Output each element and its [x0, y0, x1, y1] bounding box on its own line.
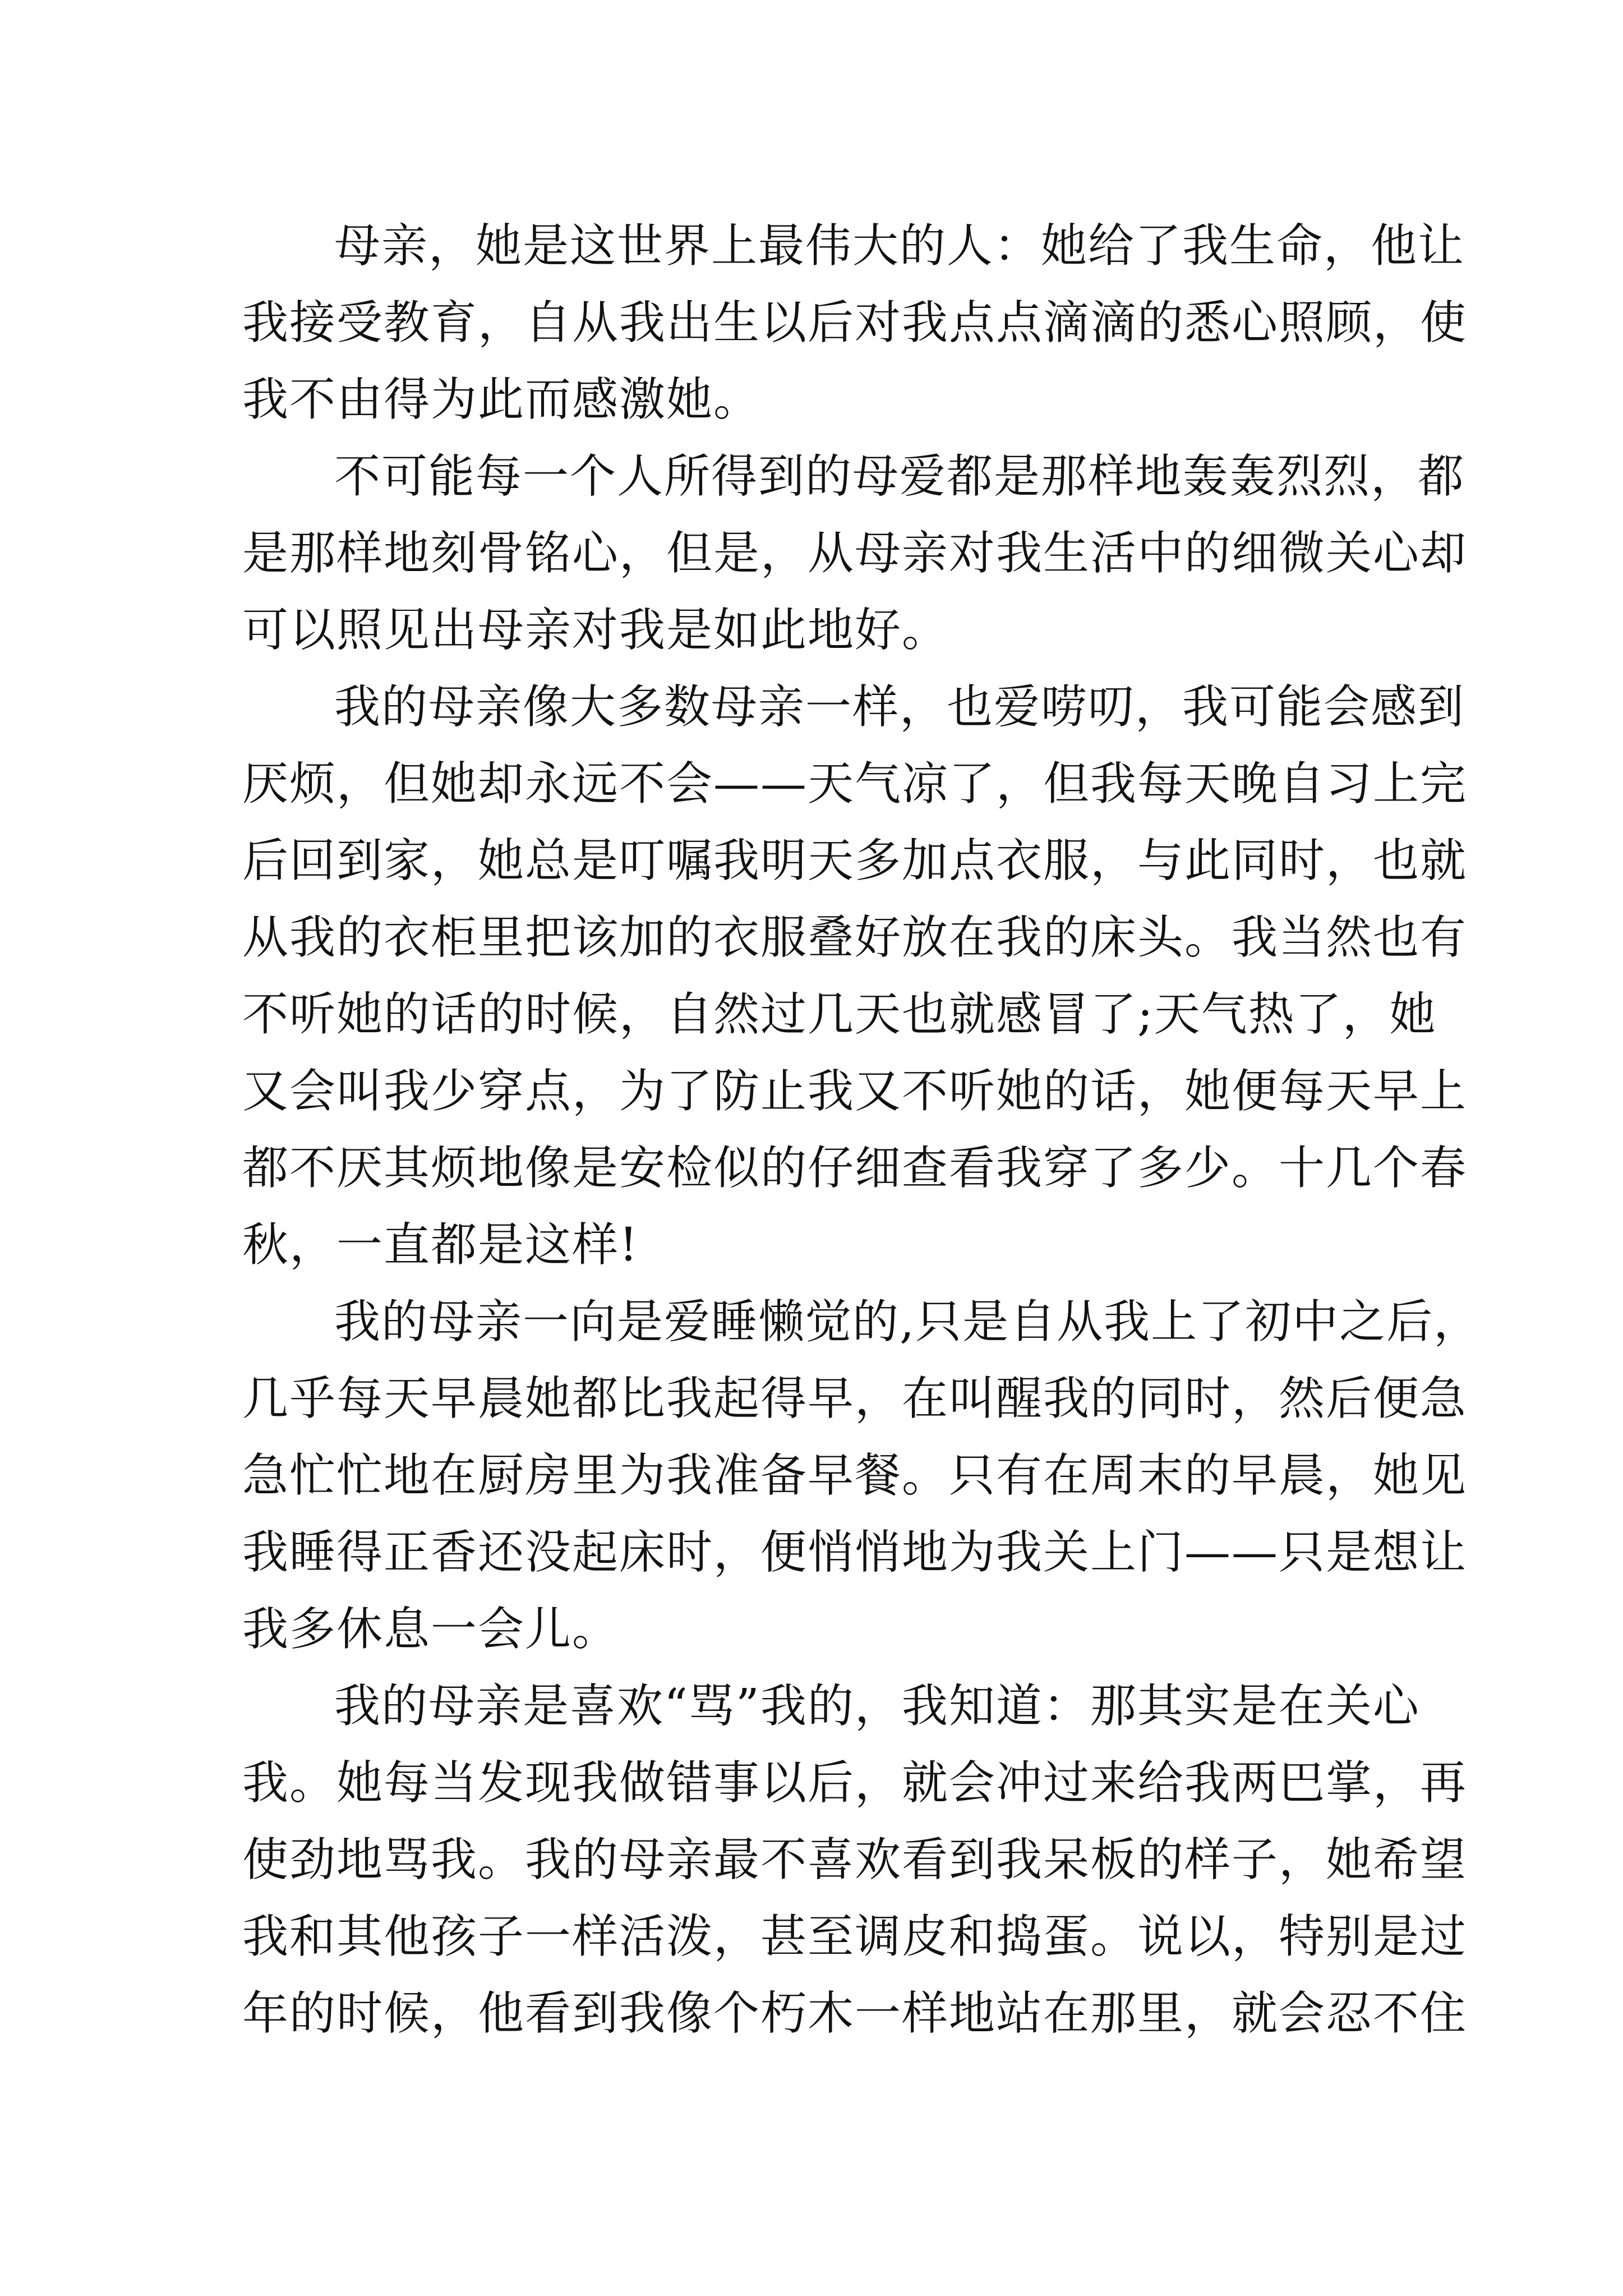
paragraph-5-line-3: 使劲地骂我。我的母亲最不喜欢看到我呆板的样子，她希望: [242, 1833, 1468, 1887]
paragraph-1-line-3: 我不由得为此而感激她。: [242, 373, 761, 426]
paragraph-2-line-1: 不可能每一个人所得到的母爱都是那样地轰轰烈烈，都: [334, 450, 1465, 503]
paragraph-1-line-2: 我接受教育，自从我出生以后对我点点滴滴的悉心照顾，使: [242, 296, 1468, 349]
paragraph-4-line-4: 我睡得正香还没起床时，便悄悄地为我关上门——只是想让: [242, 1526, 1468, 1579]
paragraph-4-line-3: 急忙忙地在厨房里为我准备早餐。只有在周末的早晨，她见: [242, 1449, 1468, 1502]
paragraph-4-line-5: 我多休息一会儿。: [242, 1603, 620, 1656]
paragraph-3-line-8: 秋，一直都是这样!: [242, 1218, 639, 1272]
paragraph-5-line-2: 我。她每当发现我做错事以后，就会冲过来给我两巴掌，再: [242, 1756, 1468, 1810]
paragraph-2-line-3: 可以照见出母亲对我是如此地好。: [242, 604, 949, 657]
paragraph-3-line-5: 不听她的话的时候，自然过几天也就感冒了;天气热了，她: [242, 988, 1437, 1041]
paragraph-1-line-1: 母亲，她是这世界上最伟大的人：她给了我生命，他让: [334, 219, 1465, 273]
paragraph-3-line-4: 从我的衣柜里把该加的衣服叠好放在我的床头。我当然也有: [242, 911, 1468, 964]
paragraph-5-line-5: 年的时候，他看到我像个朽木一样地站在那里，就会忍不住: [242, 1987, 1468, 2040]
essay-body: [242, 208, 1481, 2052]
paragraph-2-line-2: 是那样地刻骨铭心，但是，从母亲对我生活中的细微关心却: [242, 527, 1468, 580]
paragraph-3-line-3: 后回到家，她总是叮嘱我明天多加点衣服，与此同时，也就: [242, 834, 1468, 887]
paragraph-3-line-1: 我的母亲像大多数母亲一样，也爱唠叨，我可能会感到: [334, 680, 1465, 734]
paragraph-5-line-1: 我的母亲是喜欢“骂”我的，我知道：那其实是在关心: [334, 1680, 1420, 1733]
paragraph-5-line-4: 我和其他孩子一样活泼，甚至调皮和捣蛋。说以，特别是过: [242, 1910, 1468, 1963]
paragraph-3-line-7: 都不厌其烦地像是安检似的仔细查看我穿了多少。十几个春: [242, 1142, 1468, 1195]
paragraph-4-line-1: 我的母亲一向是爱睡懒觉的,只是自从我上了初中之后，: [334, 1295, 1481, 1349]
paragraph-4-line-2: 几乎每天早晨她都比我起得早，在叫醒我的同时，然后便急: [242, 1372, 1468, 1425]
paragraph-3-line-6: 又会叫我少穿点，为了防止我又不听她的话，她便每天早上: [242, 1065, 1468, 1118]
paragraph-3-line-2: 厌烦，但她却永远不会——天气凉了，但我每天晚自习上完: [242, 757, 1468, 811]
